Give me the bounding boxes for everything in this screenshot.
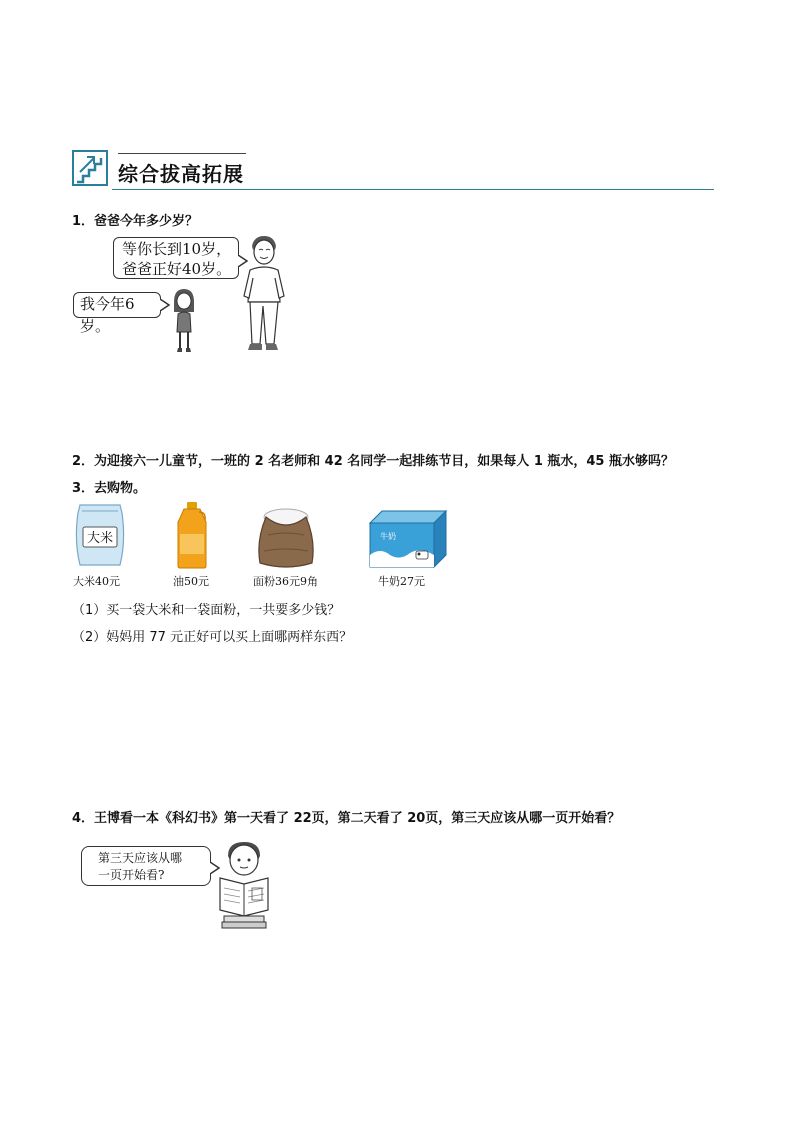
- question-1: [72, 210, 198, 229]
- girl-illustration-icon: [170, 288, 198, 354]
- question-text: 爸爸今年多少岁？: [94, 214, 199, 229]
- boy-reading-icon: [214, 838, 274, 930]
- boy-speech-bubble: [81, 846, 211, 886]
- girl-speech-bubble: 我今年6岁。: [73, 292, 161, 318]
- rice-bag-text: 大米: [86, 531, 114, 546]
- flour-sack-icon: [254, 505, 318, 569]
- rice-bag-icon: [74, 501, 126, 569]
- question-number: 4．: [72, 811, 95, 826]
- price-label-rice: 大米40元: [73, 575, 120, 588]
- question-number: 2．: [72, 454, 95, 469]
- question-3: [72, 477, 146, 496]
- question-number: 3．: [72, 481, 95, 496]
- dad-speech-line-2: 爸爸正好40岁。: [122, 260, 232, 278]
- boy-speech-line-2: 一页开始看?: [98, 868, 165, 882]
- price-label-flour: 面粉36元9角: [253, 575, 318, 588]
- question-text: 去购物。: [94, 481, 147, 496]
- question-number: 1．: [72, 214, 95, 229]
- dad-illustration-icon: [240, 234, 286, 356]
- oil-bottle-icon: [172, 500, 212, 570]
- bubble-tail-icon: [160, 299, 170, 311]
- question-3-part-2: （2）妈妈用 77 元正好可以买上面哪两样东西？: [72, 630, 353, 645]
- question-text: 为迎接六一儿童节，一班的 2 名老师和 42 名同学一起排练节目，如果每人 1 瓶水，45 瓶水够吗？: [94, 454, 675, 469]
- question-text: 王博看一本《科幻书》第一天看了 22页，第二天看了 20页，第三天应该从哪一页开始看？: [94, 811, 621, 826]
- milk-box-icon: [366, 509, 448, 569]
- header-rule: [112, 189, 714, 190]
- section-title: 综合拔高拓展: [118, 162, 244, 186]
- question-3-part-1: （1）买一袋大米和一袋面粉，一共要多少钱？: [72, 603, 341, 618]
- boy-speech-line-1: 第三天应该从哪: [98, 851, 183, 865]
- dad-speech-bubble: [113, 237, 239, 279]
- price-label-milk: 牛奶27元: [378, 575, 425, 588]
- question-4: [72, 807, 620, 826]
- milk-box-text: 牛奶: [380, 532, 396, 541]
- stairs-icon: [72, 150, 108, 186]
- header-top-rule: [118, 153, 246, 154]
- dad-speech-line-1: 等你长到10岁，: [122, 240, 232, 258]
- price-label-oil: 油50元: [173, 575, 209, 588]
- question-2: [72, 450, 674, 469]
